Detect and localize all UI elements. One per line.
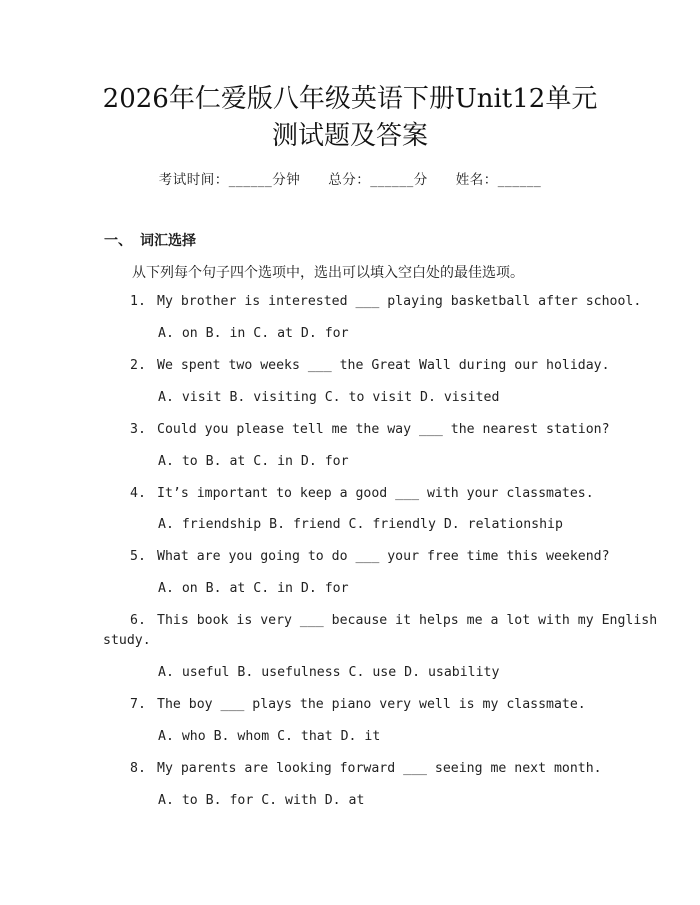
exam-time: 考试时间：______分钟 <box>158 172 301 188</box>
question-3-options: A. to B. at C. in D. for <box>158 454 349 469</box>
question-text: We spent two weeks ___ the Great Wall during our holiday. <box>157 358 610 373</box>
question-text: My parents are looking forward ___ seeing me next month. <box>157 761 602 776</box>
question-6-continuation: study. <box>103 633 151 648</box>
section-number: 一、 <box>104 233 132 249</box>
question-1 <box>130 294 641 309</box>
question-number: 2. <box>130 358 146 373</box>
question-number: 7. <box>130 697 146 712</box>
question-number: 4. <box>130 486 146 501</box>
question-text: This book is very ___ because it helps me a lot with my English <box>157 613 658 628</box>
question-text: The boy ___ plays the piano very well is my classmate. <box>157 697 586 712</box>
question-7 <box>130 697 586 712</box>
question-6-options: A. useful B. usefulness C. use D. usability <box>158 665 500 680</box>
question-3 <box>130 422 610 437</box>
question-number: 6. <box>130 613 146 628</box>
question-1-options: A. on B. in C. at D. for <box>158 326 349 341</box>
question-text: Could you please tell me the way ___ the nearest station? <box>157 422 610 437</box>
page-title-line-1: 2026年仁爱版八年级英语下册Unit12单元 <box>102 84 598 114</box>
exam-name-field: 姓名：______ <box>455 172 542 188</box>
page-title-line-2: 测试题及答案 <box>271 121 428 151</box>
question-number: 8. <box>130 761 146 776</box>
question-number: 3. <box>130 422 146 437</box>
question-text: It’s important to keep a good ___ with your classmates. <box>157 486 594 501</box>
question-4 <box>130 486 594 501</box>
question-7-options: A. who B. whom C. that D. it <box>158 729 381 744</box>
exam-total-score: 总分：______分 <box>328 172 428 188</box>
question-6 <box>130 613 657 628</box>
question-5-options: A. on B. at C. in D. for <box>158 581 349 596</box>
question-4-options: A. friendship B. friend C. friendly D. relationship <box>158 517 563 532</box>
question-8 <box>130 761 602 776</box>
question-number: 1. <box>130 294 146 309</box>
section-heading <box>104 230 196 250</box>
question-8-options: A. to B. for C. with D. at <box>158 793 365 808</box>
question-2 <box>130 358 610 373</box>
question-2-options: A. visit B. visiting C. to visit D. visited <box>158 390 500 405</box>
instruction-text: 从下列每个句子四个选项中，选出可以填入空白处的最佳选项。 <box>132 265 524 281</box>
question-text: What are you going to do ___ your free time this weekend? <box>157 549 610 564</box>
exam-info <box>0 168 700 188</box>
section-title: 词汇选择 <box>140 233 196 249</box>
question-text: My brother is interested ___ playing basketball after school. <box>157 294 642 309</box>
question-5 <box>130 549 610 564</box>
question-number: 5. <box>130 549 146 564</box>
